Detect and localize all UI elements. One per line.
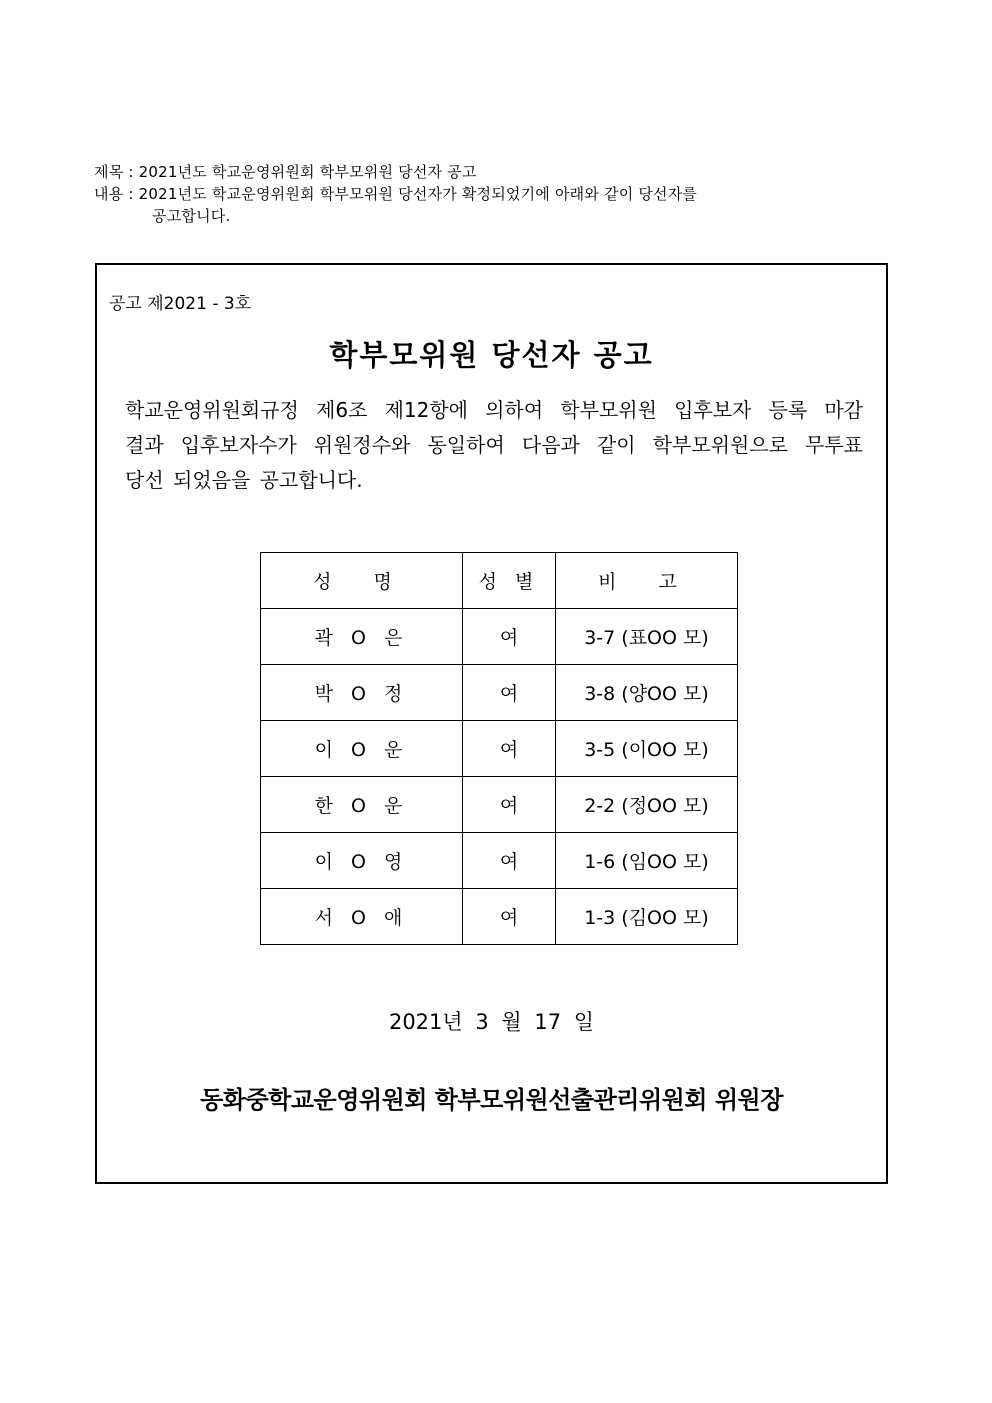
column-header-remarks: 비 고 bbox=[556, 553, 738, 609]
content-row-continued bbox=[94, 205, 697, 227]
content-text-line2: 공고합니다. bbox=[152, 207, 231, 225]
winner-remarks: 1-6 (임OO 모) bbox=[556, 833, 738, 889]
column-header-name: 성 명 bbox=[261, 553, 463, 609]
winner-gender: 여 bbox=[463, 777, 556, 833]
notice-body-line: 결과 입후보자수가 위원정수와 동일하여 다음과 같이 학부모위원으로 무투표 bbox=[125, 433, 863, 457]
table-row bbox=[261, 889, 738, 945]
table-row bbox=[261, 609, 738, 665]
winner-remarks: 2-2 (정OO 모) bbox=[556, 777, 738, 833]
notice-date: 2021년 3 월 17 일 bbox=[388, 1010, 595, 1034]
content-label: 내용 bbox=[94, 185, 124, 203]
subject-text: 2021년도 학교운영위원회 학부모위원 당선자 공고 bbox=[138, 163, 477, 181]
winner-remarks: 3-8 (양OO 모) bbox=[556, 665, 738, 721]
table-row bbox=[261, 777, 738, 833]
winner-name: 서 O 애 bbox=[261, 889, 463, 945]
winner-gender: 여 bbox=[463, 721, 556, 777]
winner-gender: 여 bbox=[463, 833, 556, 889]
notice-signer: 동화중학교운영위원회 학부모위원선출관리위원회 위원장 bbox=[200, 1086, 783, 1114]
table-row bbox=[261, 833, 738, 889]
winner-gender: 여 bbox=[463, 609, 556, 665]
winner-name: 한 O 운 bbox=[261, 777, 463, 833]
content-text-line1: 2021년도 학교운영위원회 학부모위원 당선자가 확정되었기에 아래와 같이 당선자를 bbox=[138, 185, 698, 203]
notice-body-line: 당선 되었음을 공고합니다. bbox=[125, 468, 363, 492]
winners-table bbox=[260, 552, 738, 945]
subject-label: 제목 bbox=[94, 163, 124, 181]
winner-remarks: 1-3 (김OO 모) bbox=[556, 889, 738, 945]
table-row bbox=[261, 721, 738, 777]
winner-name: 이 O 운 bbox=[261, 721, 463, 777]
subject-row: 제목 : 2021년도 학교운영위원회 학부모위원 당선자 공고 bbox=[94, 163, 477, 181]
notice-number: 공고 제2021 - 3호 bbox=[109, 294, 252, 314]
winner-name: 박 O 정 bbox=[261, 665, 463, 721]
column-header-gender: 성 별 bbox=[463, 553, 556, 609]
winner-remarks: 3-7 (표OO 모) bbox=[556, 609, 738, 665]
content-row: 내용 : 2021년도 학교운영위원회 학부모위원 당선자가 확정되었기에 아래와 같이 당선자를 bbox=[94, 185, 698, 203]
winner-name: 곽 O 은 bbox=[261, 609, 463, 665]
document-header bbox=[94, 161, 697, 227]
table-row bbox=[261, 665, 738, 721]
notice-title: 학부모위원 당선자 공고 bbox=[329, 338, 654, 372]
winner-remarks: 3-5 (이OO 모) bbox=[556, 721, 738, 777]
table-header-row bbox=[261, 553, 738, 609]
winner-gender: 여 bbox=[463, 665, 556, 721]
notice-box bbox=[95, 263, 888, 1184]
notice-body-line: 학교운영위원회규정 제6조 제12항에 의하여 학부모위원 입후보자 등록 마감 bbox=[125, 398, 863, 422]
winner-name: 이 O 영 bbox=[261, 833, 463, 889]
notice-body bbox=[125, 393, 863, 498]
winner-gender: 여 bbox=[463, 889, 556, 945]
